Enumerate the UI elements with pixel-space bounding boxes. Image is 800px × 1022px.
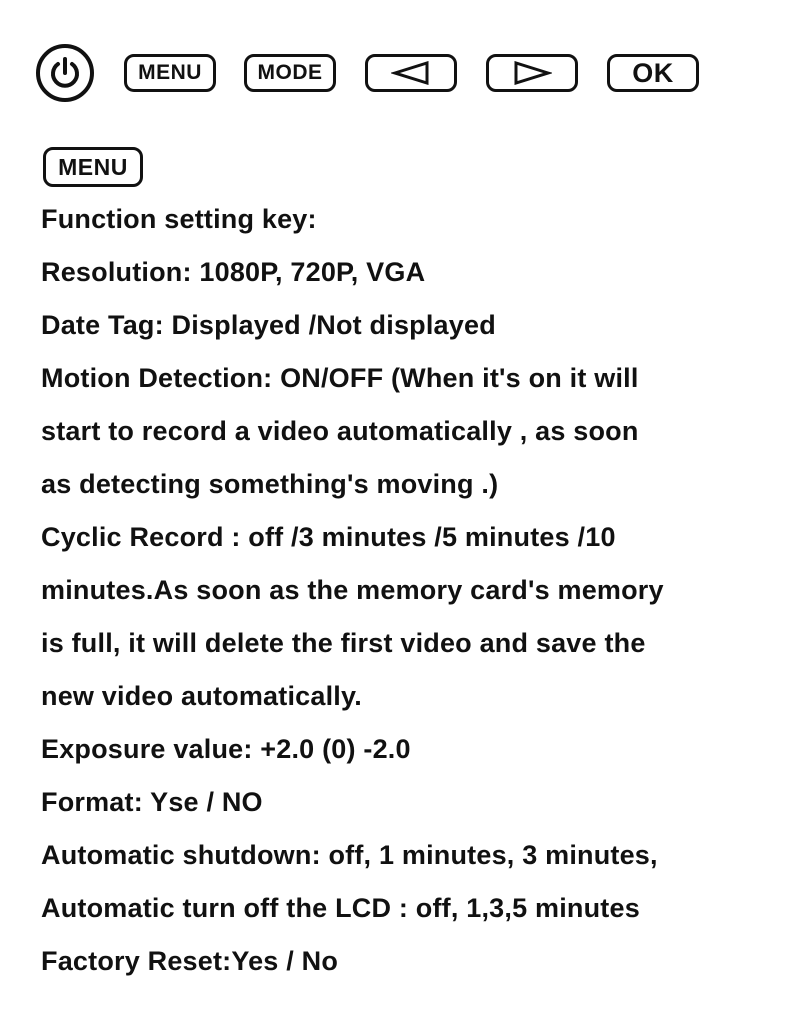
- text-line: Format: Yse / NO: [41, 787, 263, 817]
- triangle-left-icon: [391, 61, 431, 85]
- ok-button-label: OK: [632, 57, 674, 88]
- menu-button-label: MENU: [138, 61, 202, 84]
- text-line: Cyclic Record : off /3 minutes /5 minutes /10: [41, 522, 616, 552]
- text-line: is full, it will delete the first video and save the: [41, 628, 646, 658]
- ok-button[interactable]: [607, 54, 699, 92]
- text-line: Factory Reset:Yes / No: [41, 946, 339, 976]
- mode-button[interactable]: [244, 54, 336, 92]
- menu-key-heading-label: MENU: [58, 153, 128, 180]
- button-legend: [0, 0, 800, 120]
- text-line: Automatic shutdown: off, 1 minutes, 3 minutes,: [41, 840, 658, 870]
- text-line: Function setting key:: [41, 204, 317, 234]
- mode-button-label: MODE: [257, 61, 323, 84]
- text-line: Motion Detection: ON/OFF (When it's on it will: [41, 363, 639, 393]
- triangle-right-icon: [512, 61, 552, 85]
- right-button[interactable]: [486, 54, 578, 92]
- power-button[interactable]: [36, 44, 94, 102]
- menu-description: [41, 193, 781, 988]
- text-line: Resolution: 1080P, 720P, VGA: [41, 257, 426, 287]
- text-line: minutes.As soon as the memory card's memory: [41, 575, 664, 605]
- text-line: Exposure value: +2.0 (0) -2.0: [41, 734, 411, 764]
- text-line: new video automatically.: [41, 681, 362, 711]
- text-line: Date Tag: Displayed /Not displayed: [41, 310, 496, 340]
- power-icon: [48, 56, 82, 90]
- left-button[interactable]: [365, 54, 457, 92]
- text-line: Automatic turn off the LCD : off, 1,3,5 minutes: [41, 893, 640, 923]
- text-line: as detecting something's moving .): [41, 469, 499, 499]
- menu-button[interactable]: [124, 54, 216, 92]
- text-line: start to record a video automatically , as soon: [41, 416, 639, 446]
- menu-key-heading: [43, 147, 143, 187]
